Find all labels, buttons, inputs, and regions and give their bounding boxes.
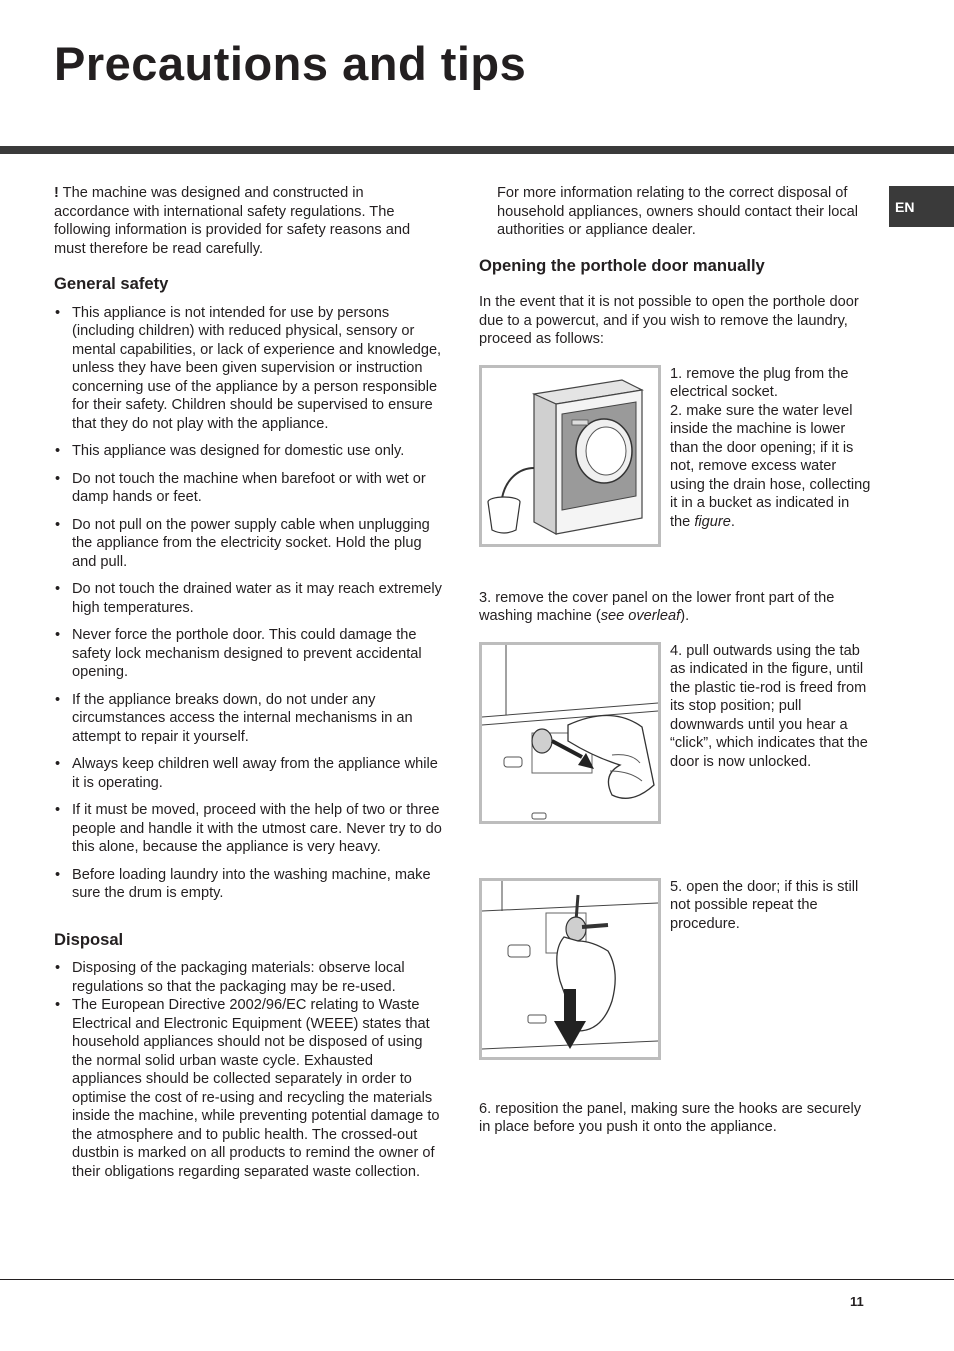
- step-3-emphasis: see overleaf: [600, 608, 681, 624]
- list-item: • Do not touch the machine when barefoot or with wet or damp hands or feet.: [54, 470, 442, 507]
- general-safety-heading: General safety: [54, 274, 169, 293]
- pull-tab-downwards-illustration: [479, 878, 661, 1060]
- page-number: 11: [850, 1294, 864, 1309]
- general-safety-list: [54, 304, 442, 903]
- porthole-heading: Opening the porthole door manually: [479, 255, 765, 275]
- step-5: 5. open the door; if this is still not possible repeat the procedure.: [670, 878, 859, 932]
- list-item: • If it must be moved, proceed with the help of two or three people and handle it with the utmost care. Never try to do this alone, because the appliance is very heavy.: [54, 801, 442, 857]
- list-item: • If the appliance breaks down, do not under any circumstances access the internal mechanisms in an attempt to repair it yourself.: [54, 691, 442, 747]
- washing-machine-icon: [482, 368, 658, 544]
- list-item: • This appliance is not intended for use by persons (including children) with reduced physical, sensory or mental capabilities, or lack of experience and knowledge, unless they have been given supervision or instruction concerning use of the appliance by a person responsible for their safety. Children should be supervised to ensure that they do not play with the appliance.: [54, 304, 442, 434]
- list-item: • The European Directive 2002/96/EC relating to Waste Electrical and Electronic Equipment (WEEE) states that household appliances should not be disposed of using the normal solid urban waste cycle. Exhausted appliances should be collected separately in order to optimise the cost of re-using and recycling the materials inside the machine, while preventing potential damage to the atmosphere and to public health. The crossed-out dustbin is marked on all products to remind the owner of their obligations regarding separated waste collection.: [54, 996, 442, 1181]
- step-3-end: ).: [680, 608, 690, 624]
- pull-tab-icon: [482, 645, 658, 821]
- page-title: Precautions and tips: [54, 37, 527, 90]
- washing-machine-drain-illustration: [479, 365, 661, 547]
- disposal-list: [54, 959, 442, 1181]
- disposal-more-info: For more information relating to the correct disposal of household appliances, owners should contact their local authorities or appliance dealer.: [497, 185, 859, 238]
- step-1-2-text: [670, 365, 871, 532]
- left-column: [54, 184, 442, 1181]
- step-2-end: .: [730, 513, 735, 530]
- list-item: • Disposing of the packaging materials: observe local regulations so that the packaging may be re-used.: [54, 959, 442, 996]
- disposal-heading: Disposal: [54, 929, 124, 949]
- right-column: [479, 184, 871, 1137]
- warning-mark: !: [54, 185, 59, 201]
- step-2: [670, 402, 871, 532]
- step-3-text: 3. remove the cover panel on the lower front part of the washing machine (: [479, 589, 835, 624]
- language-tab: EN: [889, 186, 954, 227]
- step-6: 6. reposition the panel, making sure the hooks are securely in place before you push it onto the appliance.: [479, 1100, 862, 1135]
- list-item: • Do not pull on the power supply cable when unplugging the appliance from the electricity socket. Hold the plug and pull.: [54, 516, 442, 572]
- list-item: • Never force the porthole door. This could damage the safety lock mechanism designed to prevent accidental opening.: [54, 626, 442, 682]
- step-3: [479, 589, 871, 626]
- step-4: 4. pull outwards using the tab as indicated in the figure, until the plastic tie-rod is freed from its stop position; pull downwards until you hear a “click”, which indicates that the door is now unlocked.: [670, 642, 868, 770]
- list-item: • Do not touch the drained water as it may reach extremely high temperatures.: [54, 580, 442, 617]
- intro-paragraph: [54, 184, 442, 258]
- pull-down-icon: [482, 881, 658, 1057]
- header-rule: [0, 146, 954, 154]
- step-2-text: 2. make sure the water level inside the machine is lower than the door opening; if it is not, remove excess water using the drain hose, collecting it in a bucket as indicated in the: [670, 402, 871, 530]
- list-item: • Before loading laundry into the washing machine, make sure the drum is empty.: [54, 866, 442, 903]
- intro-text: The machine was designed and constructed in accordance with international safety regulations. The following information is provided for safety reasons and must therefore be read carefully.: [54, 185, 411, 257]
- step-1-2-row: [479, 365, 871, 547]
- step-2-emphasis: figure: [694, 513, 731, 530]
- step-5-row: [479, 878, 871, 1060]
- footer-rule: [0, 1279, 954, 1280]
- porthole-intro: In the event that it is not possible to open the porthole door due to a powercut, and if you wish to remove the laundry, proceed as follows:: [479, 294, 859, 347]
- pull-tab-outwards-illustration: [479, 642, 661, 824]
- step-5-text: [670, 878, 871, 934]
- list-item: • Always keep children well away from the appliance while it is operating.: [54, 755, 442, 792]
- step-4-text: [670, 642, 871, 772]
- step-1: 1. remove the plug from the electrical socket.: [670, 365, 849, 400]
- step-4-row: [479, 642, 871, 824]
- list-item: • This appliance was designed for domestic use only.: [54, 442, 442, 461]
